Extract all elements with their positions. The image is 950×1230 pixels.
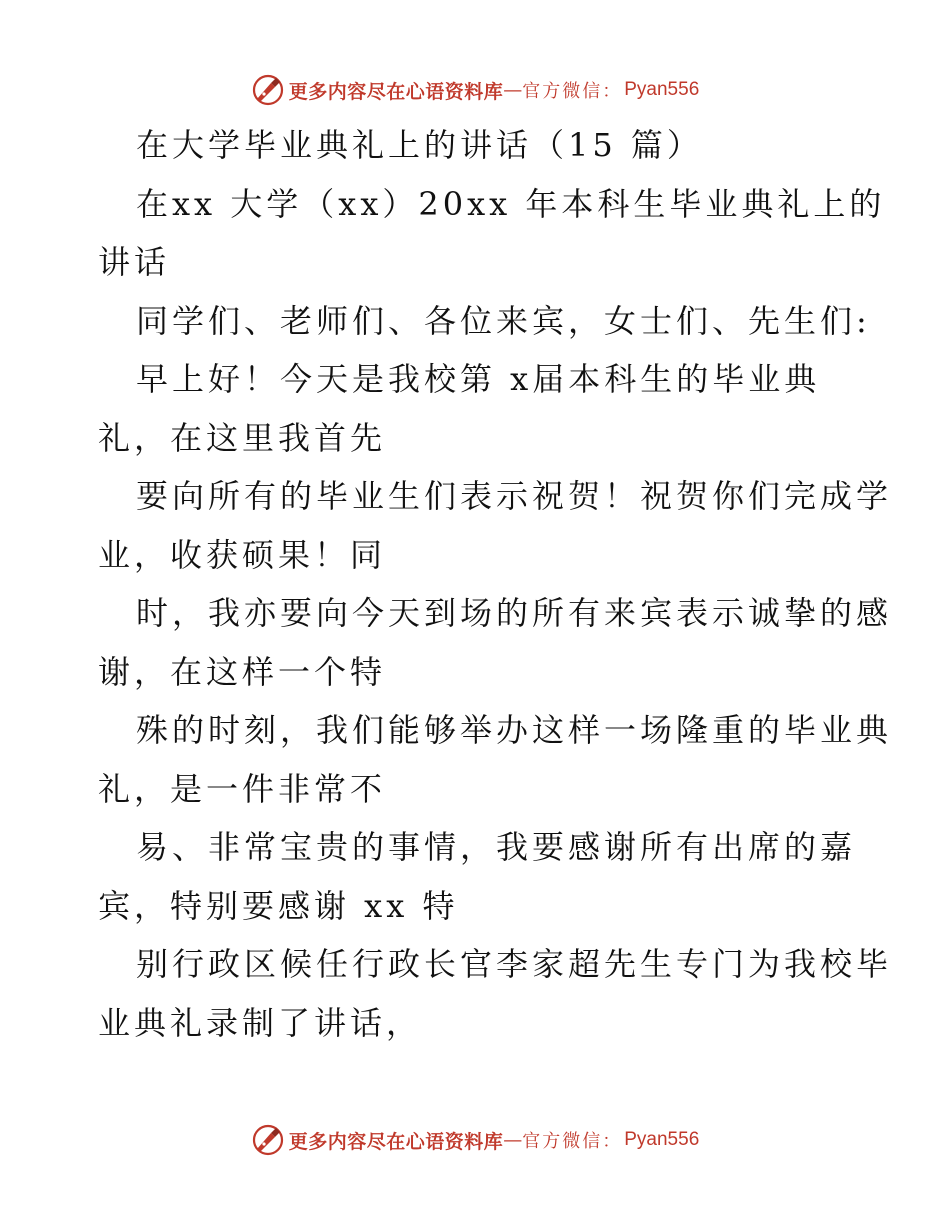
document-body bbox=[98, 116, 893, 1052]
paragraph-line: 殊的时刻，我们能够举办这样一场隆重的毕业典 bbox=[136, 711, 893, 749]
footer-watermark-banner bbox=[0, 1120, 950, 1160]
paragraph-line: 业典礼录制了讲话， bbox=[98, 1003, 423, 1042]
paragraph-line: 宾，特别要感谢 xx 特 bbox=[98, 886, 459, 925]
paragraph-line: 在xx 大学（xx）20xx 年本科生毕业典礼上的 bbox=[136, 184, 886, 223]
paragraph-line: 时，我亦要向今天到场的所有来宾表示诚挚的感 bbox=[136, 594, 893, 632]
wechat-handle: Pyan556 bbox=[624, 79, 700, 100]
paragraph-line: 要向所有的毕业生们表示祝贺！祝贺你们完成学 bbox=[136, 477, 893, 515]
document-title: 在大学毕业典礼上的讲话（15 篇） bbox=[136, 126, 703, 164]
pen-logo-icon bbox=[251, 1123, 285, 1157]
site-name: 更多内容尽在心语资料库 bbox=[288, 80, 504, 103]
site-name: 更多内容尽在心语资料库 bbox=[288, 1130, 504, 1153]
paragraph-line: 业，收获硕果！同 bbox=[98, 535, 387, 574]
paragraph-line: 同学们、老师们、各位来宾，女士们、先生们: bbox=[136, 301, 871, 340]
paragraph-line: 易、非常宝贵的事情，我要感谢所有出席的嘉 bbox=[136, 828, 857, 866]
header-watermark-banner bbox=[0, 70, 950, 110]
wechat-handle: Pyan556 bbox=[624, 1129, 700, 1150]
wechat-label: 官方微信： bbox=[522, 1131, 623, 1152]
separator-dash: — bbox=[503, 1129, 523, 1151]
paragraph-line: 礼，是一件非常不 bbox=[98, 769, 387, 808]
paragraph-line: 别行政区候任行政长官李家超先生专门为我校毕 bbox=[136, 945, 893, 983]
paragraph-line: 讲话 bbox=[98, 243, 171, 281]
separator-dash: — bbox=[503, 79, 523, 101]
paragraph-line: 礼，在这里我首先 bbox=[98, 418, 387, 457]
wechat-label: 官方微信： bbox=[522, 81, 623, 102]
paragraph-line: 早上好！今天是我校第 x届本科生的毕业典 bbox=[136, 360, 821, 398]
pen-logo-icon bbox=[251, 73, 285, 107]
paragraph-line: 谢，在这样一个特 bbox=[98, 652, 387, 691]
